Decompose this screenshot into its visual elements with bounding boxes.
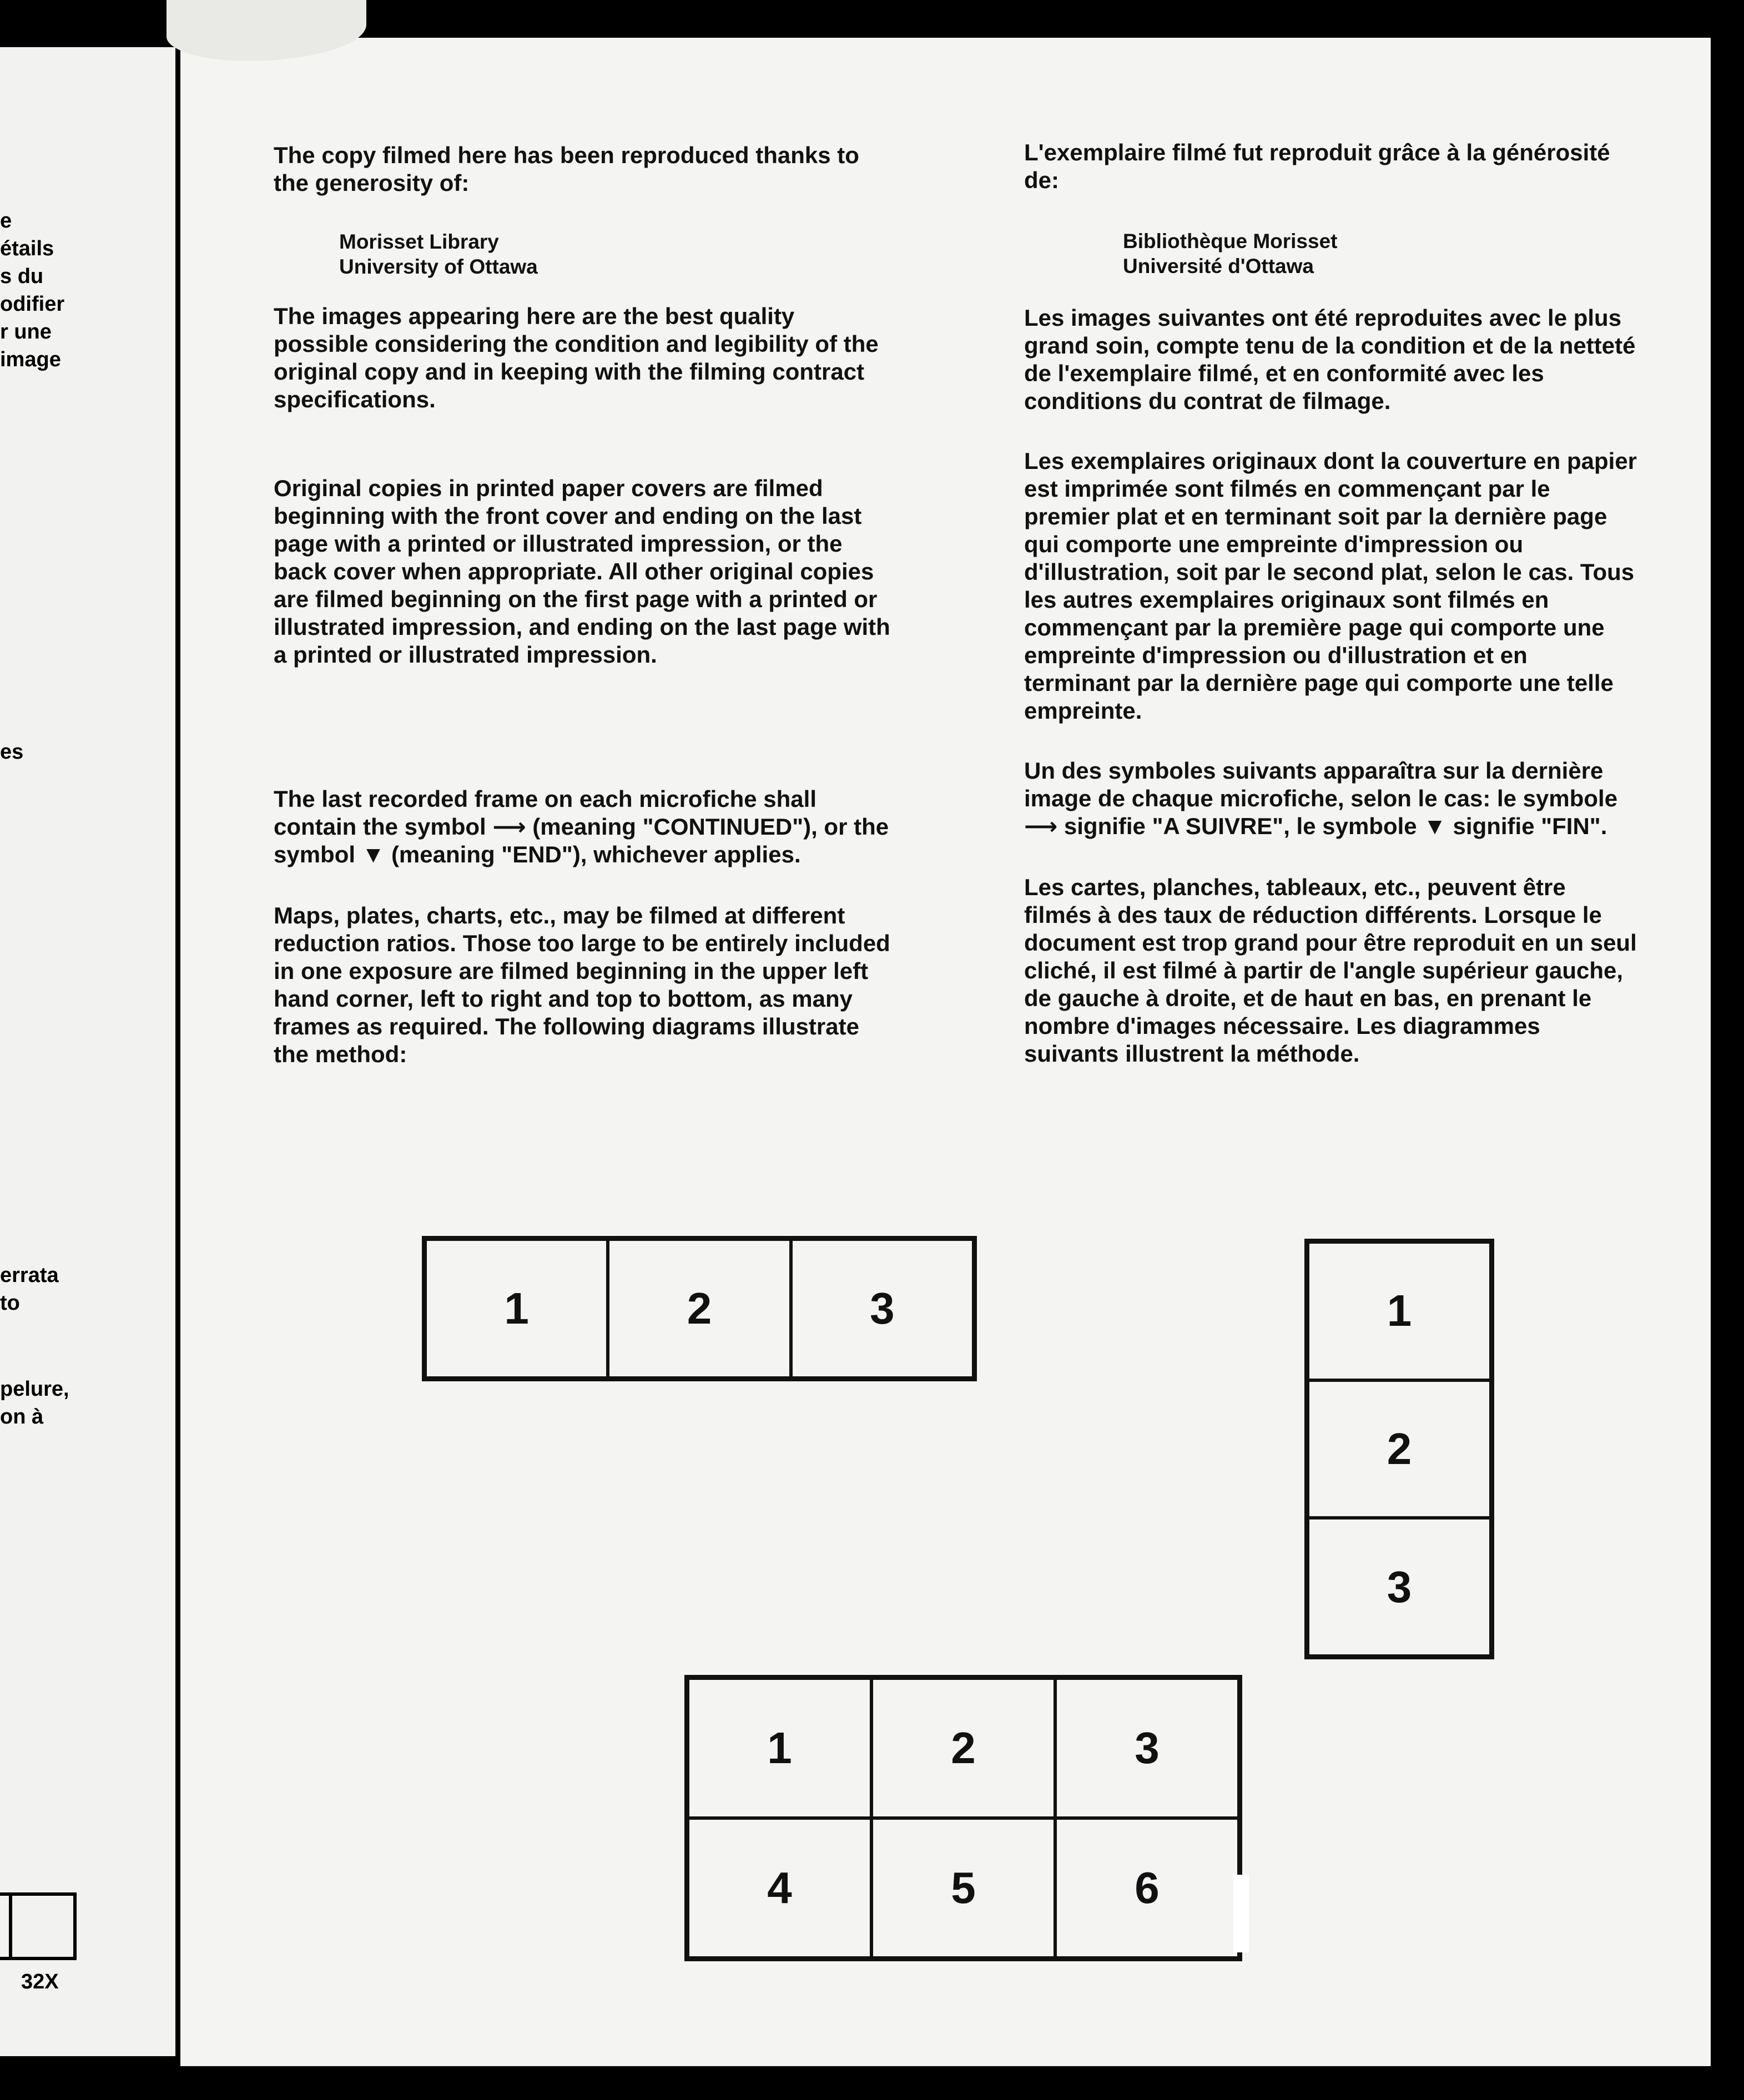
frame-cell: 4: [688, 1818, 871, 1958]
english-column: [274, 142, 893, 1068]
english-library-name: Morisset Library: [339, 230, 499, 253]
frame-cell: 1: [1308, 1242, 1491, 1380]
diagram-column: [1304, 1239, 1494, 1659]
frame-cell: 2: [1308, 1380, 1491, 1518]
page-gutter: [175, 47, 180, 2056]
french-library-name: Bibliothèque Morisset: [1123, 230, 1338, 253]
scale-label: 32X: [21, 1970, 59, 1993]
english-covers-paragraph: Original copies in printed paper covers are filmed beginning with the front cover and ending on the last page with a printed or illustrated impression, or the back cover when appropriate. All other original copies are filmed beginning on the first page with a printed or illustrated impression, and ending on the last page with a printed or illustrated impression.: [274, 475, 890, 668]
fragment: odifier: [0, 292, 65, 316]
french-library-university: Université d'Ottawa: [1123, 255, 1314, 277]
previous-page-strip: [0, 47, 175, 2056]
english-quality-paragraph: The images appearing here are the best quality possible considering the condition and legibility of the original copy and in keeping with the filming contract specifications.: [274, 303, 879, 412]
english-library-university: University of Ottawa: [339, 255, 538, 278]
fragment: étails: [0, 237, 54, 260]
resolution-target-box: [0, 1892, 77, 1960]
french-covers-paragraph: Les exemplaires originaux dont la couverture en papier est imprimée sont filmés en commençant par le premier plat et en terminant soit par la dernière page qui comporte une empreinte d'impression ou d'illustration, soit par le second plat, selon le cas. Tous les autres exemplaires originaux sont filmés en commençant par la première page qui comporte une empreinte d'impression ou d'illustration et en terminant par la dernière page qui comporte une telle empreinte.: [1024, 448, 1637, 724]
french-column: [1024, 139, 1637, 1068]
fragment: to: [0, 1291, 20, 1315]
french-intro: L'exemplaire filmé fut reproduit grâce à la générosité de:: [1024, 139, 1610, 193]
fragment: r une: [0, 320, 52, 344]
english-intro: The copy filmed here has been reproduced thanks to the generosity of:: [274, 142, 859, 196]
frame-cell: 1: [425, 1239, 608, 1378]
diagram-grid: [684, 1675, 1242, 1961]
fragment: errata: [0, 1264, 59, 1287]
fragment: image: [0, 348, 61, 371]
fragment: e: [0, 209, 12, 233]
frame-cell: 6: [1055, 1818, 1239, 1958]
frame-cell: 3: [1308, 1518, 1491, 1656]
diagram-row: [422, 1236, 977, 1381]
frame-cell: 1: [688, 1678, 871, 1818]
tape-mark: [1233, 1875, 1249, 1952]
english-symbols-paragraph: The last recorded frame on each microfiche shall contain the symbol ⟶ (meaning "CONTINUED"), or the symbol ▼ (meaning "END"), whichever applies.: [274, 786, 889, 867]
french-maps-paragraph: Les cartes, planches, tableaux, etc., peuvent être filmés à des taux de réduction différents. Lorsque le document est trop grand pour être reproduit en un seul cliché, il est filmé à partir de l'angle supérieur gauche, de gauche à droite, et de haut en bas, en prenant le nombre d'images nécessaire. Les diagrammes suivants illustrent la méthode.: [1024, 874, 1637, 1067]
fragment: on à: [0, 1405, 44, 1428]
french-quality-paragraph: Les images suivantes ont été reproduites avec le plus grand soin, compte tenu de la condition et de la netteté de l'exemplaire filmé, et en conformité avec les conditions du contrat de filmage.: [1024, 305, 1636, 414]
frame-cell: 2: [608, 1239, 790, 1378]
fragment: s du: [0, 265, 44, 288]
frame-cell: 3: [1055, 1678, 1239, 1818]
fragment: pelure,: [0, 1377, 69, 1401]
french-symbols-paragraph: Un des symboles suivants apparaîtra sur la dernière image de chaque microfiche, selon le cas: le symbole ⟶ signifie "A SUIVRE", le symbole ▼ signifie "FIN".: [1024, 758, 1618, 839]
frame-cell: 3: [791, 1239, 974, 1378]
english-maps-paragraph: Maps, plates, charts, etc., may be filmed at different reduction ratios. Those too large to be entirely included in one exposure are filmed beginning in the upper left hand corner, left to right and top to bottom, as many frames as required. The following diagrams illustrate the method:: [274, 902, 890, 1067]
fragment: es: [0, 740, 24, 764]
frame-cell: 5: [871, 1818, 1055, 1958]
frame-cell: 2: [871, 1678, 1055, 1818]
